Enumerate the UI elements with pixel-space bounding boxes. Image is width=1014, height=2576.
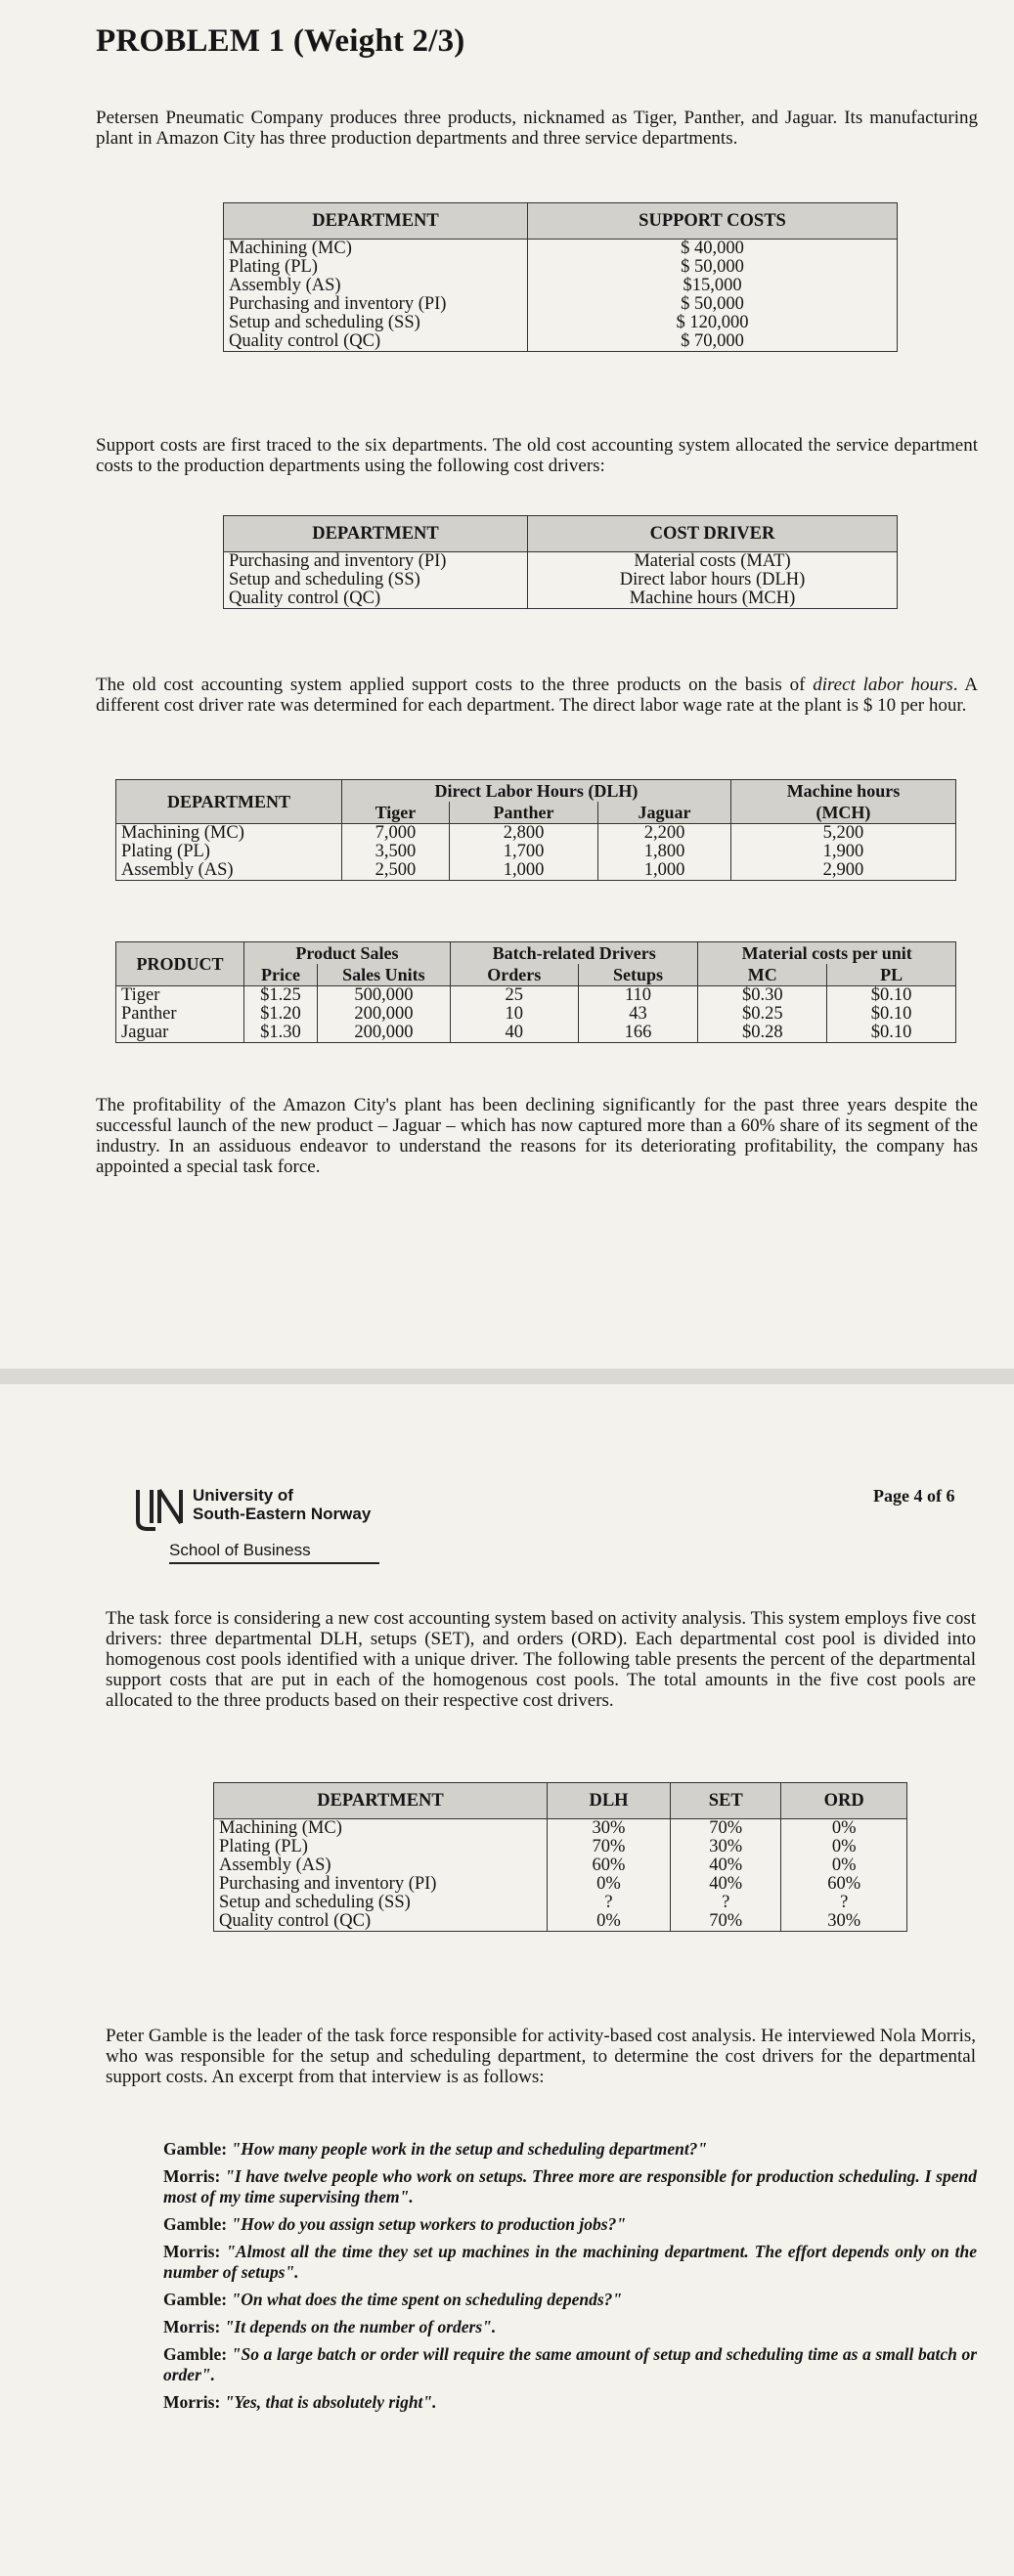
speaker-label: Gamble: <box>163 2344 228 2364</box>
interview-quote: "It depends on the number of orders". <box>224 2317 497 2336</box>
interview-quote: "So a large batch or order will require the same amount of setup and scheduling time as a small batch or order". <box>163 2344 978 2384</box>
interview-quote: "Almost all the time they set up machines in the machining department. The effort depends only on the number of setups". <box>163 2242 977 2282</box>
cell: Quality control (QC) <box>214 1912 548 1932</box>
paragraph-old-system <box>96 675 978 716</box>
header-department: DEPARTMENT <box>224 516 528 552</box>
text-run: . A different cost driver rate was determined for each department. The direct labor wage rate at the plant is $ 10 per hour. <box>96 675 978 716</box>
cell: $0.10 <box>827 986 956 1006</box>
header-panther: Panther <box>449 802 597 824</box>
cell: Quality control (QC) <box>224 332 528 352</box>
cell: 0% <box>781 1838 907 1856</box>
speaker-label: Morris: <box>163 2392 221 2412</box>
cell: Purchasing and inventory (PI) <box>214 1875 548 1894</box>
cell: Machining (MC) <box>116 824 342 844</box>
header-mc: MC <box>698 964 827 986</box>
cell: 500,000 <box>317 986 450 1006</box>
interview-quote: "How do you assign setup workers to production jobs?" <box>231 2214 627 2234</box>
header-mch-unit: (MCH) <box>730 802 955 824</box>
cell: Setup and scheduling (SS) <box>214 1894 548 1912</box>
header-dlh: Direct Labor Hours (DLH) <box>342 780 731 803</box>
cell: 30% <box>781 1912 907 1932</box>
cell: 1,800 <box>598 843 731 861</box>
dlh-table <box>115 779 956 881</box>
cell: Assembly (AS) <box>214 1856 548 1875</box>
paragraph-interview-intro: Peter Gamble is the leader of the task force responsible for activity-based cost analysis. He interviewed Nola Morris, who was responsible for the setup and scheduling department, to determine the cost drivers for the departmental support costs. An excerpt from that interview is as follows: <box>106 2026 976 2087</box>
cell: $0.10 <box>827 1024 956 1043</box>
cell: 0% <box>781 1856 907 1875</box>
interview-line <box>163 2317 977 2337</box>
cell: 0% <box>548 1912 671 1932</box>
interview-line <box>163 2166 977 2207</box>
interview-line <box>163 2392 977 2413</box>
cell: 70% <box>548 1838 671 1856</box>
cell: 25 <box>450 986 578 1006</box>
interview-quote: "How many people work in the setup and scheduling department?" <box>231 2139 708 2159</box>
cell: 2,900 <box>730 861 955 881</box>
interview-excerpt <box>163 2139 977 2420</box>
header-department: DEPARTMENT <box>224 203 528 240</box>
interview-line <box>163 2214 977 2235</box>
intro-paragraph: Petersen Pneumatic Company produces three products, nicknamed as Tiger, Panther, and Jaguar. Its manufacturing plant in Amazon City has three production departments and three service departments. <box>96 108 978 149</box>
speaker-label: Gamble: <box>163 2214 228 2234</box>
support-costs-table <box>223 202 898 352</box>
text-run: The old cost accounting system applied support costs to the three products on the basis of <box>96 675 814 695</box>
emphasis-text: direct labor hours <box>813 675 953 695</box>
cell: 60% <box>781 1875 907 1894</box>
speaker-label: Morris: <box>163 2166 221 2186</box>
cell: Panther <box>116 1005 244 1024</box>
cell: ? <box>671 1894 781 1912</box>
cell: Purchasing and inventory (PI) <box>224 295 528 314</box>
cell: 1,900 <box>730 843 955 861</box>
logo-underline <box>169 1562 379 1564</box>
cell: Direct labor hours (DLH) <box>528 571 898 589</box>
cell: Assembly (AS) <box>116 861 342 881</box>
logo-line-3: School of Business <box>169 1541 311 1559</box>
paragraph-cost-drivers: Support costs are first traced to the six departments. The old cost accounting system allocated the service department costs to the production departments using the following cost drivers: <box>96 435 978 476</box>
cell: $0.25 <box>698 1005 827 1024</box>
speaker-label: Morris: <box>163 2242 221 2261</box>
cell: $1.30 <box>244 1024 318 1043</box>
header-batch-drivers: Batch-related Drivers <box>450 942 698 965</box>
cell: Material costs (MAT) <box>528 552 898 572</box>
cell: $1.25 <box>244 986 318 1006</box>
header-product: PRODUCT <box>116 942 244 986</box>
speaker-label: Gamble: <box>163 2290 228 2309</box>
cell: 0% <box>781 1819 907 1839</box>
header-cost-driver: COST DRIVER <box>528 516 898 552</box>
header-mch: Machine hours <box>730 780 955 803</box>
cell: $ 120,000 <box>528 314 898 332</box>
cell: $0.28 <box>698 1024 827 1043</box>
cell: 1,000 <box>449 861 597 881</box>
cell: Setup and scheduling (SS) <box>224 314 528 332</box>
header-set: SET <box>671 1783 781 1819</box>
cell: 40% <box>671 1875 781 1894</box>
cell: Setup and scheduling (SS) <box>224 571 528 589</box>
header-tiger: Tiger <box>342 802 450 824</box>
page-number: Page 4 of 6 <box>873 1486 955 1506</box>
cell: 30% <box>548 1819 671 1839</box>
header-product-sales: Product Sales <box>244 942 451 965</box>
cell: 200,000 <box>317 1005 450 1024</box>
header-pl: PL <box>827 964 956 986</box>
page-separator <box>0 1369 1014 1384</box>
header-material-costs: Material costs per unit <box>698 942 956 965</box>
cell: $0.10 <box>827 1005 956 1024</box>
cell: 43 <box>578 1005 698 1024</box>
paragraph-task-force: The task force is considering a new cost accounting system based on activity analysis. This system employs five cost drivers: three departmental DLH, setups (SET), and orders (ORD). Each departmental cost pool is divided into homogenous cost pools identified with a unique driver. The following table presents the percent of the departmental support costs that are put in each of the homogenous cost pools. The total amounts in the five cost pools are allocated to the three products based on their respective cost drivers. <box>106 1608 976 1711</box>
product-table <box>115 941 956 1043</box>
cell: Machining (MC) <box>224 240 528 259</box>
cell: 2,200 <box>598 824 731 844</box>
cell: Tiger <box>116 986 244 1006</box>
university-logo <box>132 1484 425 1567</box>
cell: 3,500 <box>342 843 450 861</box>
header-department: DEPARTMENT <box>116 780 342 824</box>
cell: Purchasing and inventory (PI) <box>224 552 528 572</box>
cell: Assembly (AS) <box>224 277 528 295</box>
cell: $ 70,000 <box>528 332 898 352</box>
cell: $1.20 <box>244 1005 318 1024</box>
interview-quote: "On what does the time spent on scheduling depends?" <box>231 2290 623 2309</box>
logo-line-2: South-Eastern Norway <box>193 1505 372 1523</box>
cell: 40% <box>671 1856 781 1875</box>
cell: Plating (PL) <box>116 843 342 861</box>
speaker-label: Morris: <box>163 2317 221 2336</box>
problem-title: PROBLEM 1 (Weight 2/3) <box>96 23 465 59</box>
header-setups: Setups <box>578 964 698 986</box>
header-support-costs: SUPPORT COSTS <box>528 203 898 240</box>
interview-quote: "I have twelve people who work on setups. Three more are responsible for production scheduling. I spend most of my time supervising them". <box>163 2166 977 2206</box>
cell: 5,200 <box>730 824 955 844</box>
cell: $15,000 <box>528 277 898 295</box>
cell: Jaguar <box>116 1024 244 1043</box>
header-dlh: DLH <box>548 1783 671 1819</box>
header-jaguar: Jaguar <box>598 802 731 824</box>
cell: 60% <box>548 1856 671 1875</box>
cell: 30% <box>671 1838 781 1856</box>
header-sales-units: Sales Units <box>317 964 450 986</box>
cell: Machining (MC) <box>214 1819 548 1839</box>
cell: $ 40,000 <box>528 240 898 259</box>
interview-line <box>163 2139 977 2160</box>
header-orders: Orders <box>450 964 578 986</box>
cell: 7,000 <box>342 824 450 844</box>
cell: Quality control (QC) <box>224 589 528 609</box>
cell: $ 50,000 <box>528 295 898 314</box>
interview-quote: "Yes, that is absolutely right". <box>224 2392 437 2412</box>
cell: 40 <box>450 1024 578 1043</box>
cost-driver-table <box>223 515 898 609</box>
cell: Plating (PL) <box>224 258 528 277</box>
cell: 70% <box>671 1912 781 1932</box>
cell: ? <box>548 1894 671 1912</box>
cell: 200,000 <box>317 1024 450 1043</box>
cell: 70% <box>671 1819 781 1839</box>
cell: Machine hours (MCH) <box>528 589 898 609</box>
usn-emblem-icon <box>132 1484 191 1535</box>
logo-line-1: University of <box>193 1486 293 1505</box>
cell: 1,000 <box>598 861 731 881</box>
cell: 1,700 <box>449 843 597 861</box>
cell: Plating (PL) <box>214 1838 548 1856</box>
cell: $0.30 <box>698 986 827 1006</box>
paragraph-profitability: The profitability of the Amazon City's plant has been declining significantly for the past three years despite the successful launch of the new product – Jaguar – which has now captured more than a 60% share of its segment of the industry. In an assiduous endeavor to understand the reasons for its deteriorating profitability, the company has appointed a special task force. <box>96 1095 978 1177</box>
header-department: DEPARTMENT <box>214 1783 548 1819</box>
cell: ? <box>781 1894 907 1912</box>
cell: 166 <box>578 1024 698 1043</box>
interview-line <box>163 2242 977 2283</box>
cell: 2,800 <box>449 824 597 844</box>
interview-line <box>163 2290 977 2310</box>
cell: $ 50,000 <box>528 258 898 277</box>
cell: 10 <box>450 1005 578 1024</box>
cell: 0% <box>548 1875 671 1894</box>
cell: 110 <box>578 986 698 1006</box>
cell: 2,500 <box>342 861 450 881</box>
cost-pool-table <box>213 1782 907 1932</box>
header-ord: ORD <box>781 1783 907 1819</box>
speaker-label: Gamble: <box>163 2139 228 2159</box>
interview-line <box>163 2344 977 2385</box>
header-price: Price <box>244 964 318 986</box>
